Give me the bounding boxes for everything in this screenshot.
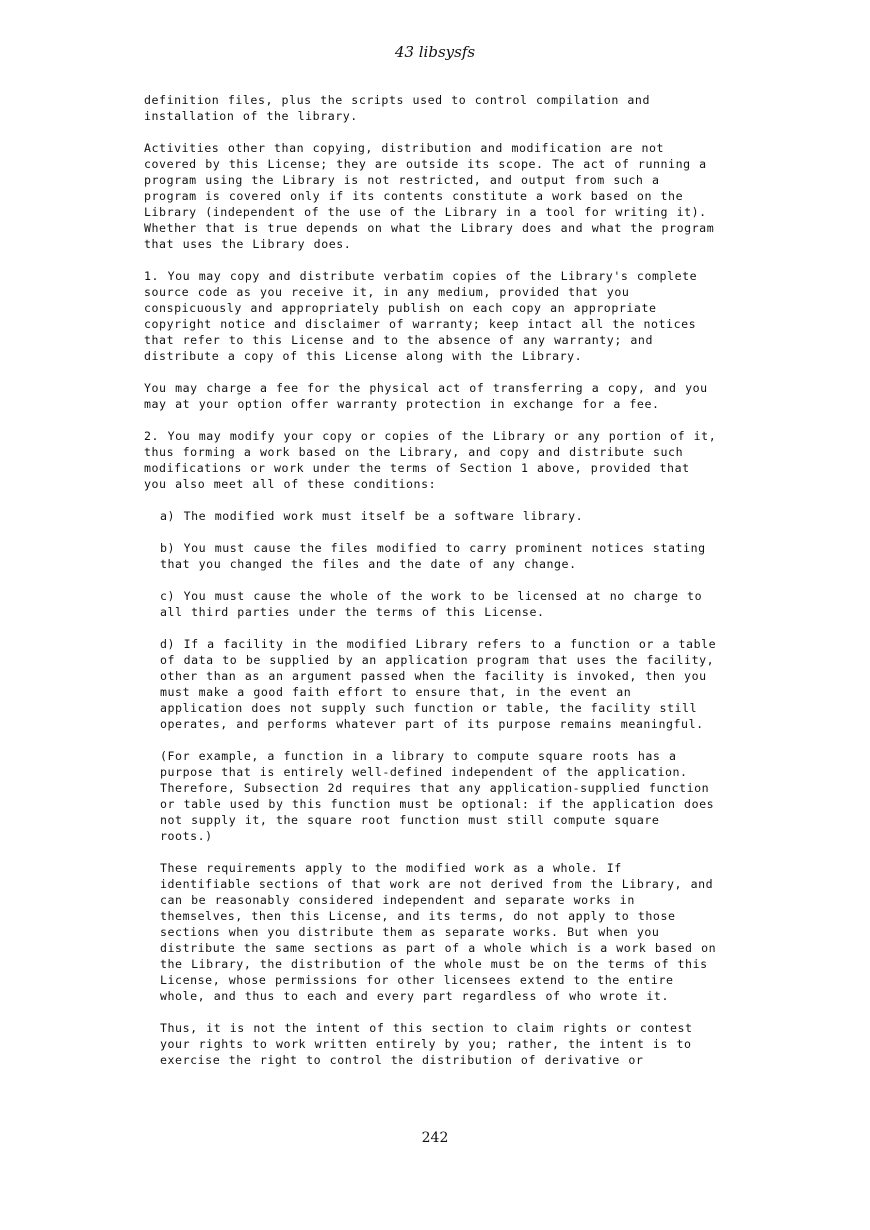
condition-b: b) You must cause the files modified to carry prominent notices stating that you changed the files and the date of any change. (160, 541, 706, 571)
paragraph-definition-files: definition files, plus the scripts used to control compilation and installation of the library. (144, 93, 650, 123)
condition-a: a) The modified work must itself be a software library. (160, 509, 584, 523)
paragraph-section-2: 2. You may modify your copy or copies of the Library or any portion of it, thus forming a work based on the Library, and copy and distribute such modifications or work under the terms of Section 1 above, provided that you also meet all of these conditions: (144, 429, 717, 491)
paragraph-fee: You may charge a fee for the physical act of transferring a copy, and you may at your option offer warranty protection in exchange for a fee. (144, 381, 708, 411)
license-text (144, 92, 784, 1084)
page-number: 242 (421, 1130, 449, 1146)
condition-c: c) You must cause the whole of the work to be licensed at no charge to all third parties under the terms of this License. (160, 589, 703, 619)
paragraph-section-1: 1. You may copy and distribute verbatim copies of the Library's complete source code as you receive it, in any medium, provided that you conspicuously and appropriately publish on each copy an appropriate copyright notice and disclaimer of warranty; keep intact all the notices that refer to this License and to the absence of any warranty; and distribute a copy of this License along with the Library. (144, 269, 698, 363)
paragraph-example: (For example, a function in a library to compute square roots has a purpose that is entirely well-defined independent of the application. Therefore, Subsection 2d requires that any application-supplied function or table used by this function must be optional: if the application does not supply it, the square root function must still compute square roots.) (160, 749, 715, 843)
paragraph-requirements: These requirements apply to the modified work as a whole. If identifiable sections of that work are not derived from the Library, and can be reasonably considered independent and separate works in themselves, then this License, and its terms, do not apply to those sections when you distribute them as separate works. But when you distribute the same sections as part of a whole which is a work based on the Library, the distribution of the whole must be on the terms of this License, whose permissions for other licensees extend to the entire whole, and thus to each and every part regardless of who wrote it. (160, 861, 717, 1003)
condition-d: d) If a facility in the modified Library refers to a function or a table of data to be supplied by an application program that uses the facility, other than as an argument passed when the facility is invoked, then you must make a good faith effort to ensure that, in the event an application does not supply such function or table, the facility still operates, and performs whatever part of its purpose remains meaningful. (160, 637, 717, 731)
running-header: 43 libsysfs (394, 43, 476, 61)
paragraph-activities-scope: Activities other than copying, distribution and modification are not covered by this License; they are outside its scope. The act of running a program using the Library is not restricted, and output from such a program is covered only if its contents constitute a work based on the Library (independent of the use of the Library in a tool for writing it). Whether that is true depends on what the Library does and what the program that uses the Library does. (144, 141, 715, 251)
paragraph-intent: Thus, it is not the intent of this section to claim rights or contest your rights to work written entirely by you; rather, the intent is to exercise the right to control the distribution of derivative or (160, 1021, 693, 1067)
